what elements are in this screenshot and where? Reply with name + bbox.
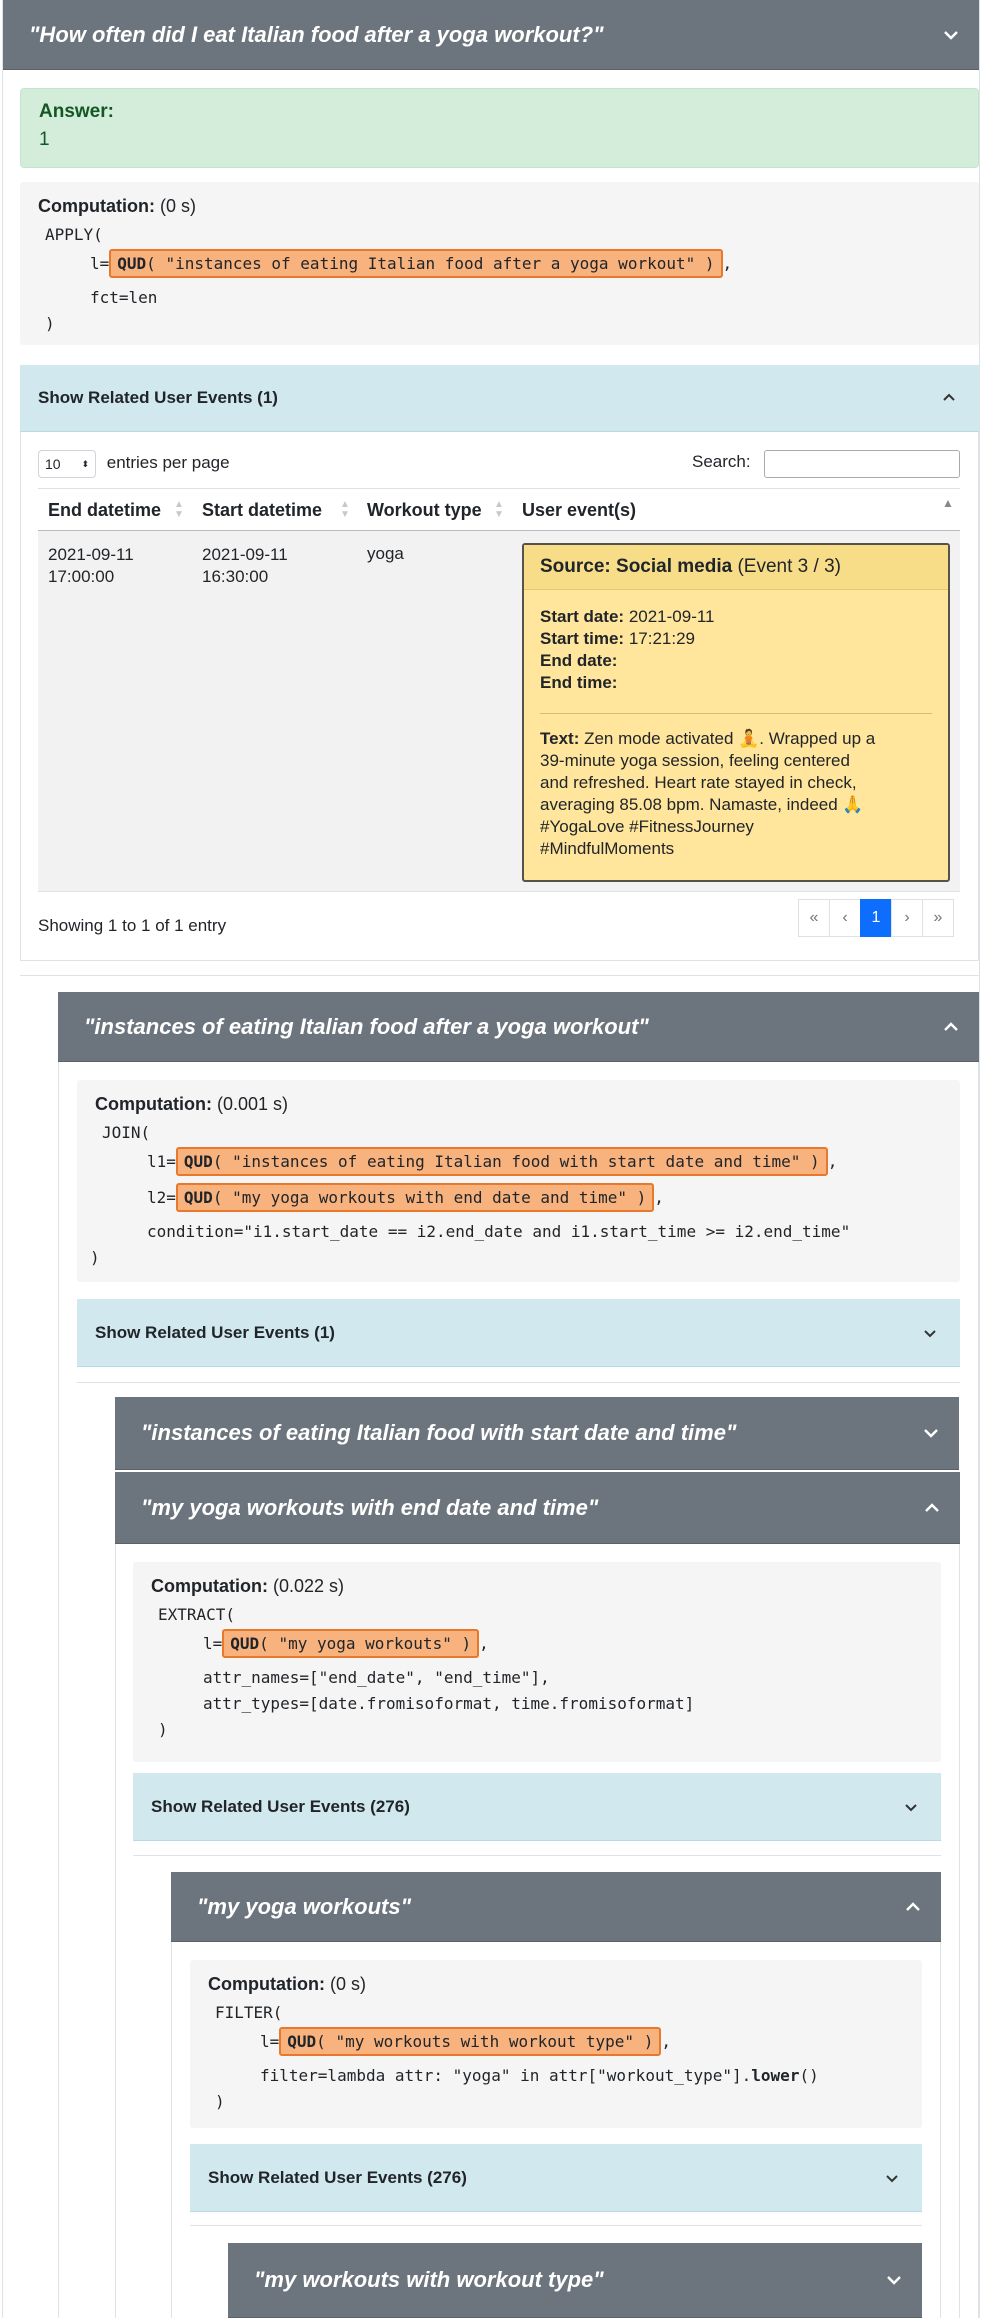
sub1-border-right bbox=[978, 992, 979, 2318]
sub1-related-events-toggle[interactable] bbox=[77, 1299, 960, 1367]
related-events-toggle[interactable] bbox=[20, 365, 979, 432]
card-text-line: Text: Zen mode activated 🧘. Wrapped up a bbox=[540, 729, 876, 748]
column-header-end-datetime[interactable]: End datetime bbox=[48, 500, 162, 520]
qud-reference[interactable]: QUD( "instances of eating Italian food after a yoga workout" ) bbox=[109, 249, 722, 278]
cell-end-datetime: 2021-09-11 17:00:00 bbox=[48, 545, 134, 586]
computation-op: JOIN( bbox=[102, 1123, 151, 1142]
sort-icon[interactable]: ▲ ▼ bbox=[340, 499, 350, 520]
sub1b-header[interactable] bbox=[115, 1472, 960, 1544]
chevron-up-icon[interactable] bbox=[903, 1900, 923, 1914]
card-start-time: Start time: 17:21:29 bbox=[540, 629, 695, 648]
related-events-label: Show Related User Events (276) bbox=[151, 1796, 410, 1816]
card-header: Source: Social media (Event 3 / 3) bbox=[524, 545, 948, 590]
sub1b-title: "my yoga workouts with end date and time" bbox=[141, 1494, 599, 1520]
chevron-down-icon[interactable] bbox=[921, 1426, 941, 1440]
chevron-down-icon[interactable] bbox=[884, 2172, 900, 2184]
chevron-down-icon[interactable] bbox=[884, 2273, 904, 2287]
user-event-card bbox=[522, 543, 950, 882]
section-divider bbox=[20, 975, 979, 976]
card-separator bbox=[540, 713, 932, 714]
column-header-workout-type[interactable]: Workout type bbox=[367, 500, 482, 520]
sub1b-computation-block bbox=[133, 1562, 941, 1762]
computation-arg1: l1= QUD( "instances of eating Italian food with start date and time" ) , bbox=[147, 1147, 837, 1176]
page-first-button[interactable]: « bbox=[798, 899, 830, 937]
computation-op: EXTRACT( bbox=[158, 1605, 236, 1624]
computation-close: ) bbox=[90, 1248, 100, 1267]
computation-arg2: fct=len bbox=[90, 288, 158, 307]
sub1a-header[interactable] bbox=[115, 1397, 959, 1470]
section-divider bbox=[133, 1855, 941, 1856]
computation-arg1: l= QUD( "instances of eating Italian food after a yoga workout" ) , bbox=[90, 249, 732, 278]
sub1-border-left bbox=[58, 992, 59, 2318]
computation-title: Computation: (0 s) bbox=[38, 196, 196, 216]
section-divider bbox=[190, 2225, 922, 2226]
sub3-header[interactable] bbox=[228, 2243, 922, 2318]
sub2-computation-block bbox=[190, 1960, 922, 2128]
question-title: "How often did I eat Italian food after a yoga workout?" bbox=[29, 21, 604, 47]
panel-border-right bbox=[978, 365, 979, 960]
sub1b-border-left bbox=[115, 1472, 116, 2318]
sub1b-related-events-toggle[interactable] bbox=[133, 1773, 941, 1841]
search-label: Search: bbox=[692, 452, 751, 471]
page-prev-button[interactable]: ‹ bbox=[829, 899, 861, 937]
chevron-up-icon[interactable] bbox=[941, 1020, 961, 1034]
computation-title: Computation: (0.022 s) bbox=[151, 1576, 345, 1596]
table-info: Showing 1 to 1 of 1 entry bbox=[38, 916, 227, 935]
card-end-date: End date: bbox=[540, 651, 618, 670]
related-events-label: Show Related User Events (1) bbox=[95, 1322, 335, 1342]
computation-arg2: l2= QUD( "my yoga workouts with end date and time" ) , bbox=[147, 1183, 664, 1212]
pagination bbox=[799, 899, 954, 937]
sort-icon[interactable]: ▲ ▼ bbox=[174, 499, 184, 520]
computation-arg2: filter=lambda attr: "yoga" in attr["workout_type"].lower() bbox=[260, 2066, 819, 2085]
qud-reference[interactable]: QUD( "instances of eating Italian food with start date and time" ) bbox=[176, 1147, 828, 1176]
computation-arg3: condition="i1.start_date == i2.end_date and i1.start_time >= i2.end_time" bbox=[147, 1222, 851, 1241]
chevron-down-icon[interactable] bbox=[941, 28, 961, 42]
sub1-header[interactable] bbox=[58, 992, 979, 1062]
sub2-related-events-toggle[interactable] bbox=[190, 2144, 922, 2212]
card-end-time: End time: bbox=[540, 673, 618, 692]
card-text-line: #MindfulMoments bbox=[540, 839, 675, 858]
answer-value: 1 bbox=[39, 129, 50, 150]
cell-workout-type: yoga bbox=[367, 544, 404, 563]
computation-close: ) bbox=[158, 1720, 168, 1739]
chevron-down-icon[interactable] bbox=[922, 1327, 938, 1339]
related-events-label: Show Related User Events (1) bbox=[38, 388, 278, 407]
column-header-user-events[interactable]: User event(s) bbox=[522, 500, 637, 520]
qud-reference[interactable]: QUD( "my yoga workouts" ) bbox=[222, 1629, 479, 1658]
table-top-border bbox=[38, 488, 960, 489]
card-text-line: and refreshed. Heart rate stayed in check, bbox=[540, 773, 857, 792]
related-events-label: Show Related User Events (276) bbox=[208, 2167, 467, 2187]
search-input[interactable] bbox=[764, 450, 960, 478]
computation-close: ) bbox=[215, 2092, 225, 2111]
sub3-title: "my workouts with workout type" bbox=[254, 2267, 604, 2292]
card-text-line: 39-minute yoga session, feeling centered bbox=[540, 751, 850, 770]
entries-select[interactable]: 10 ⬍ bbox=[38, 450, 96, 478]
computation-arg1: l= QUD( "my workouts with workout type" ) , bbox=[260, 2027, 671, 2056]
card-text-line: averaging 85.08 bpm. Namaste, indeed 🙏 bbox=[540, 795, 864, 814]
page-1-button[interactable]: 1 bbox=[860, 899, 892, 937]
entries-label: entries per page bbox=[106, 453, 230, 473]
question-header[interactable] bbox=[3, 0, 979, 70]
computation-arg2: attr_names=["end_date", "end_time"], bbox=[203, 1668, 550, 1687]
section-divider bbox=[77, 1382, 960, 1383]
card-text-line: #YogaLove #FitnessJourney bbox=[540, 817, 754, 836]
chevron-up-icon[interactable] bbox=[922, 1501, 942, 1515]
computation-title: Computation: (0 s) bbox=[208, 1974, 366, 1994]
sub1-computation-block bbox=[77, 1080, 960, 1282]
answer-label: Answer: bbox=[39, 101, 114, 122]
computation-op: APPLY( bbox=[45, 225, 103, 244]
sub2-title: "my yoga workouts" bbox=[197, 1893, 412, 1919]
computation-close: ) bbox=[45, 314, 55, 333]
computation-arg1: l= QUD( "my yoga workouts" ) , bbox=[203, 1629, 489, 1658]
sub1-title: "instances of eating Italian food after a yoga workout" bbox=[84, 1013, 649, 1039]
chevron-up-icon[interactable] bbox=[941, 392, 957, 404]
computation-title: Computation: (0.001 s) bbox=[95, 1094, 289, 1114]
computation-block bbox=[20, 182, 979, 345]
sort-icon[interactable]: ▲ ▼ bbox=[494, 499, 504, 520]
table-bottom-border bbox=[38, 891, 960, 892]
computation-op: FILTER( bbox=[215, 2003, 283, 2022]
computation-arg3: attr_types=[date.fromisoformat, time.fromisoformat] bbox=[203, 1694, 695, 1713]
chevron-down-icon[interactable] bbox=[903, 1801, 919, 1813]
qud-reference[interactable]: QUD( "my workouts with workout type" ) bbox=[279, 2027, 661, 2056]
qud-reference[interactable]: QUD( "my yoga workouts with end date and time" ) bbox=[176, 1183, 654, 1212]
page-next-button[interactable]: › bbox=[891, 899, 923, 937]
sort-asc-icon[interactable]: ▲ bbox=[942, 496, 954, 510]
entries-control bbox=[38, 450, 230, 478]
sub1a-title: "instances of eating Italian food with start date and time" bbox=[141, 1420, 737, 1445]
sub2-header[interactable] bbox=[171, 1872, 941, 1942]
sub1b-border-right bbox=[959, 1472, 960, 2318]
page-last-button[interactable]: » bbox=[922, 899, 954, 937]
answer-box bbox=[20, 88, 979, 168]
card-start-date: Start date: 2021-09-11 bbox=[540, 607, 715, 626]
panel-border-left bbox=[20, 365, 21, 960]
cell-start-datetime: 2021-09-11 16:30:00 bbox=[202, 545, 288, 586]
column-header-start-datetime[interactable]: Start datetime bbox=[202, 500, 323, 520]
panel-bottom-border bbox=[20, 960, 979, 961]
